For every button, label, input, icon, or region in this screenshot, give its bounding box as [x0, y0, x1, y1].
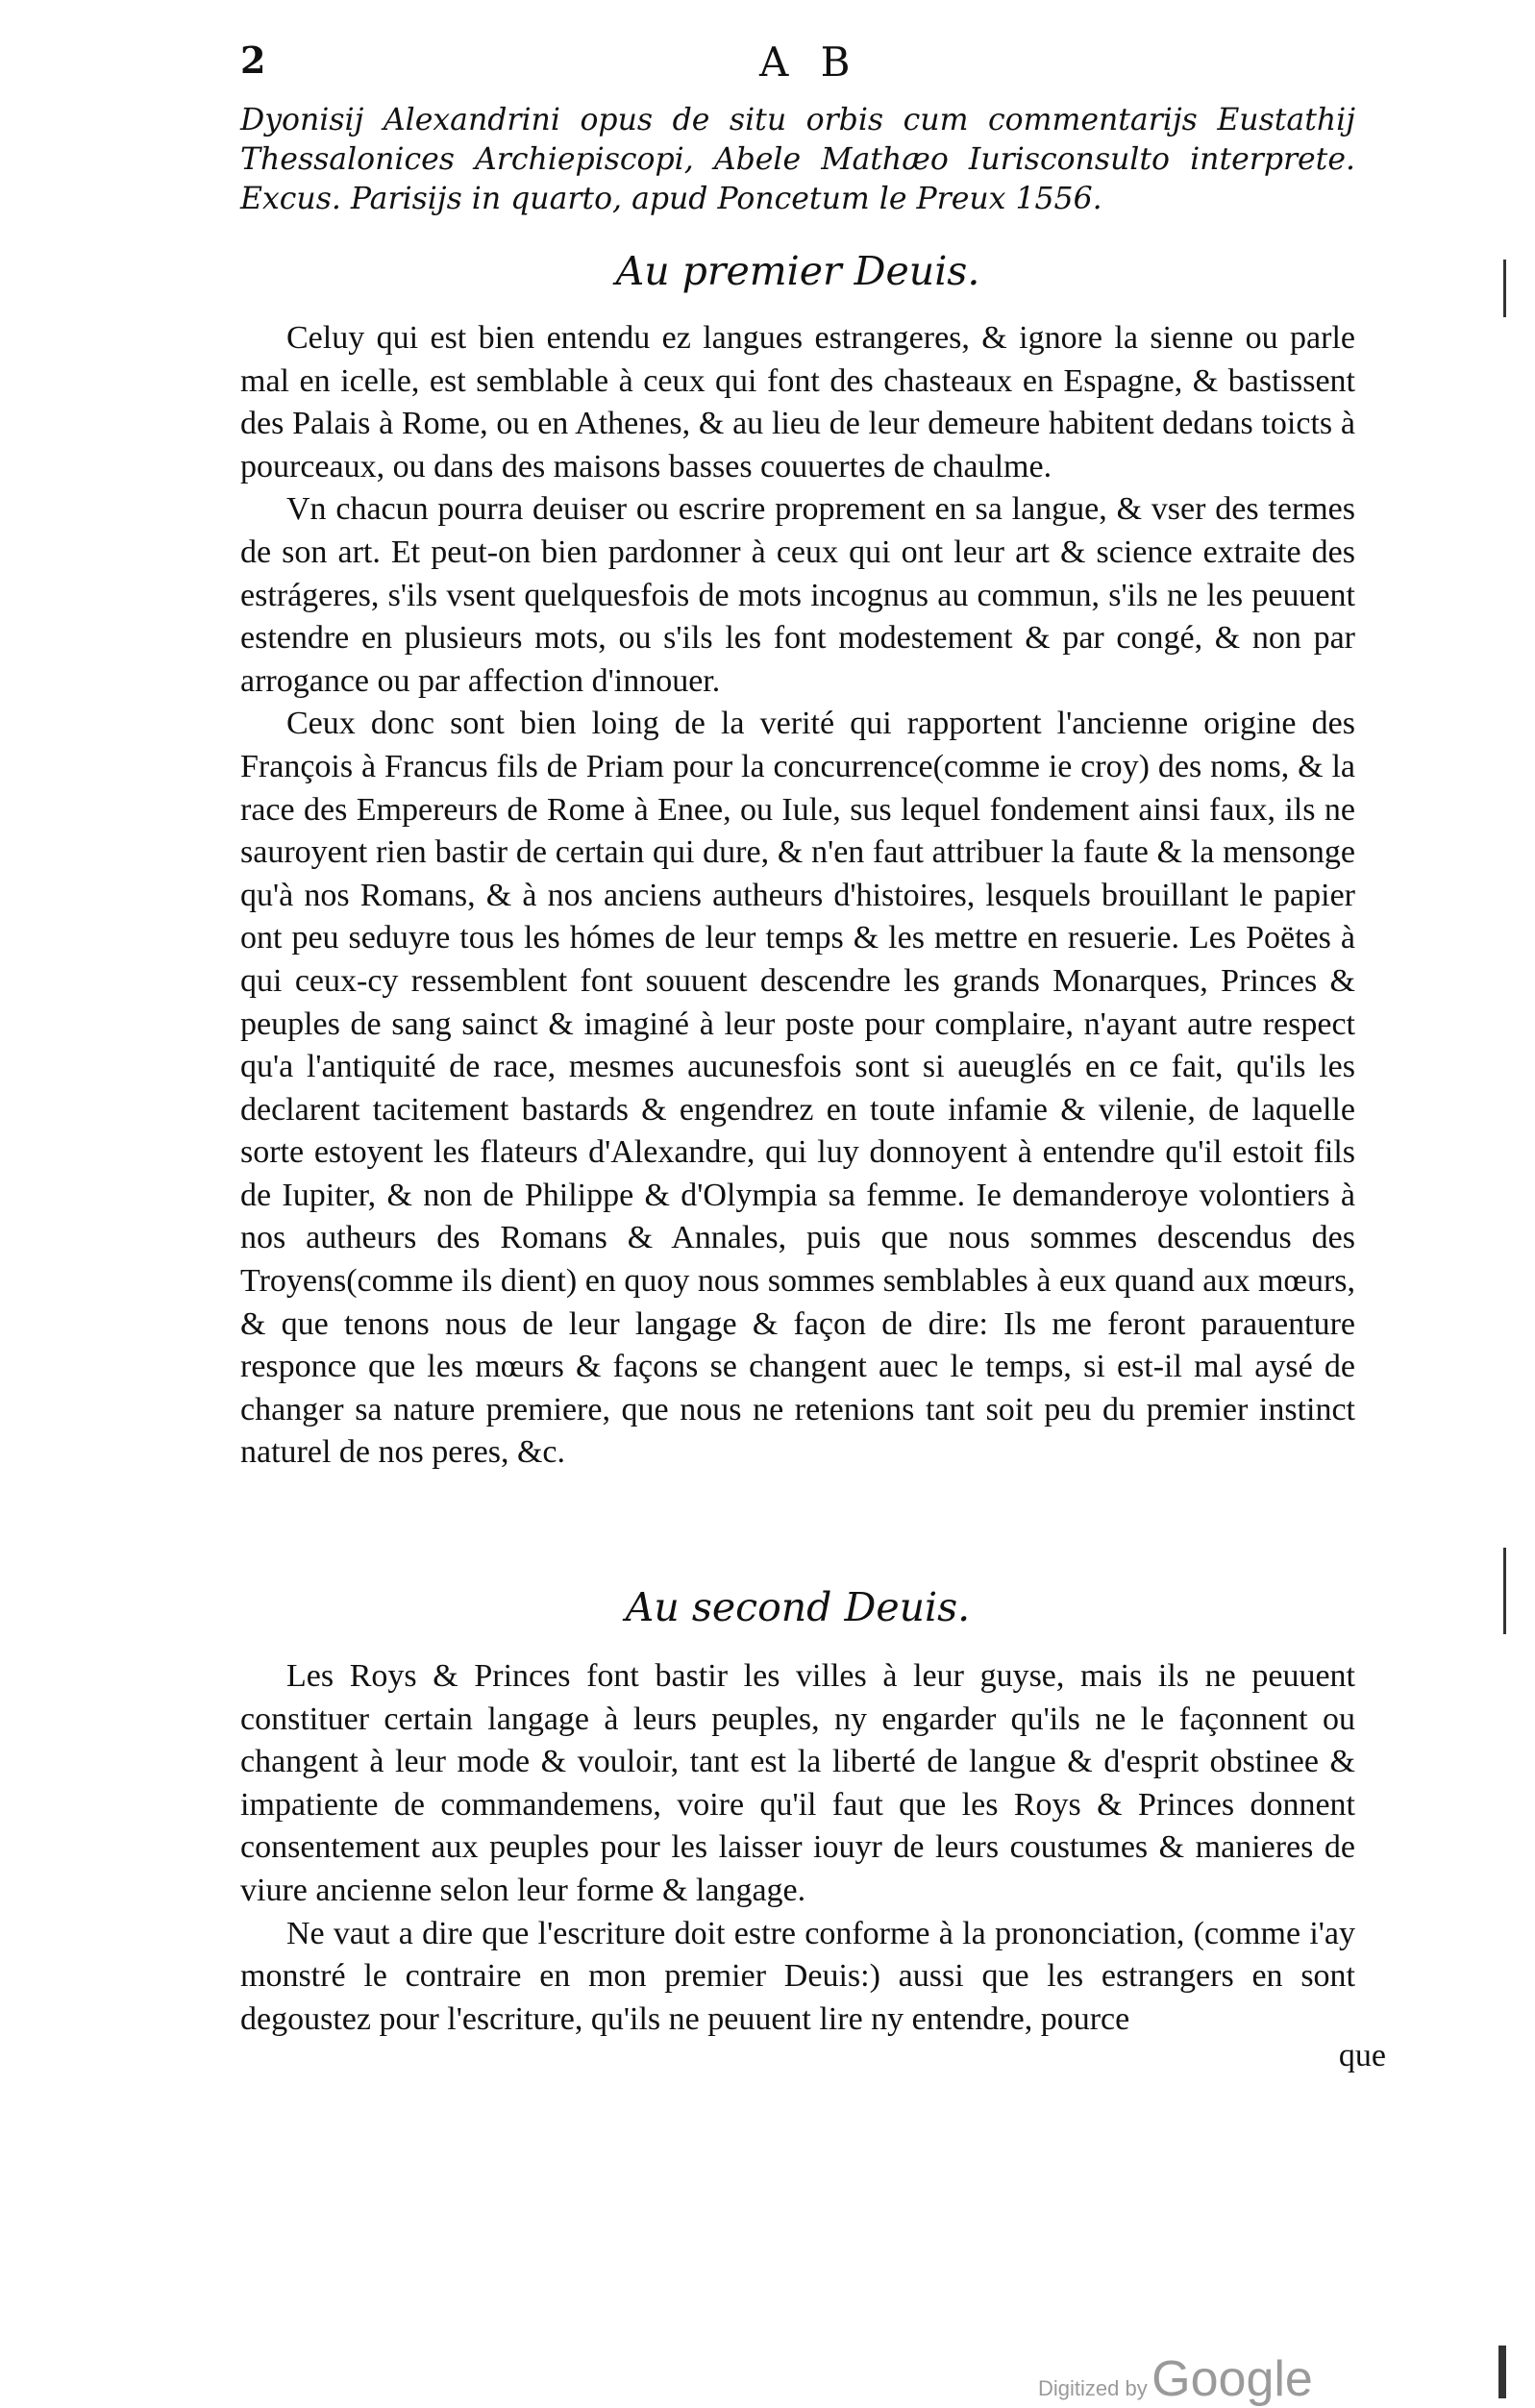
page-number: 2 [240, 38, 266, 82]
paragraph: Ne vaut a dire que l'escriture doit estre conforme à la prononciation, (comme i'ay monstré le contraire en mon premier Deuis:) aussi que les estrangers en sont degoustez pour l'escriture, qu'ils ne peuuent lire ny entendre, pource [240, 1915, 1355, 2037]
page-edge-mark [1503, 1548, 1506, 1634]
paragraph: Ceux donc sont bien loing de la verité qui rapportent l'ancienne origine des François à Francus fils de Priam pour la concurrence(comme ie croy) des noms, & la race des Empereurs de Rome à Enee, ou Iule, sus lequel fondement ainsi faux, ils ne sauroyent rien bastir de certain qui dure, & n'en faut attribuer la faute & la mensonge qu'à nos Romans, & à nos anciens autheurs d'histoires, lesquels brouillant le papier ont peu seduyre tous les hómes de leur temps & les mettre en resuerie. Les Poëtes à qui ceux-cy ressemblent font souuent descendre les grands Monarques, Princes & peuples de sang sainct & imaginé à leur poste pour complaire, n'ayant autre respect qu'a l'antiquité de race, mesmes aucunesfois sont si aueuglés en ce fait, qu'ils les declarent tacitement bastards & engendrez en toute infamie & vilenie, de laquelle sorte estoyent les flateurs d'Alexandre, qui luy donnoyent à entendre qu'il estoit fils de Iupiter, & non de Philippe & d'Olympia sa femme. Ie demanderoye volontiers à nos autheurs des Romans & Annales, puis que nous sommes descendus des Troyens(comme ils dient) en quoy nous sommes semblables à eux quand aux mœurs, & que tenons nous de leur langage & façon de dire: Ils me feront parauenture responce que les mœurs & façons se changent auec le temps, si est-il mal aysé de changer sa nature premiere, que nous ne retenions tant soit peu du premier instinct naturel de nos peres, &c. [240, 706, 1355, 1471]
bibliographic-text: Dyonisij Alexandrini opus de situ orbis cum commentarijs Eustathij Thessalonices Archiepiscopi, Abele Mathæo Iurisconsulto interprete. Excus. Parisijs in quarto, apud Poncetum le Preux 1556. [240, 103, 1355, 216]
page-edge-mark [1498, 2346, 1506, 2398]
page-header [240, 38, 1355, 96]
paragraph: Vn chacun pourra deuiser ou escrire proprement en sa langue, & vser des termes de son art. Et peut-on bien pardonner à ceux qui ont leur art & science extraite des estrágeres, s'ils vsent quelquesfois de mots incognus au commun, s'ils ne les peuuent estendre en plusieurs mots, ou s'ils les font modestement & par congé, & non par arrogance ou par affection d'innouer. [240, 491, 1355, 699]
section-title-second-deuis: Au second Deuis. [625, 1584, 971, 1630]
section-second-deuis [240, 1655, 1355, 2041]
section-title-premier-deuis: Au premier Deuis. [615, 248, 980, 294]
paragraph: Celuy qui est bien entendu ez langues estrangeres, & ignore la sienne ou parle mal en icelle, est semblable à ceux qui font des chasteaux en Espagne, & bastissent des Palais à Rome, ou en Athenes, & au lieu de leur demeure habitent dedans toicts à pourceaux, ou dans des maisons basses couuertes de chaulme. [240, 320, 1355, 484]
digitized-watermark [1038, 2350, 1313, 2408]
paragraph: Les Roys & Princes font bastir les villes à leur guyse, mais ils ne peuuent constituer certain langage à leurs peuples, ny engarder qu'ils ne le façonnent ou changent à leur mode & vouloir, tant est la liberté de langue & d'esprit obstinee & impatiente de commandemens, voire qu'il faut que les Roys & Princes donnent consentement aux peuples pour les laisser iouyr de leurs coustumes & manieres de viure ancienne selon leur forme & langage. [240, 1658, 1355, 1908]
section-premier-deuis [240, 317, 1355, 1475]
page-edge-mark [1503, 260, 1506, 317]
signature-mark: A B [759, 38, 860, 86]
bibliographic-entry [240, 101, 1355, 219]
digitized-label: Digitized by [1038, 2376, 1148, 2400]
catchword: que [1338, 2038, 1386, 2073]
google-logo: Google [1151, 2351, 1313, 2407]
